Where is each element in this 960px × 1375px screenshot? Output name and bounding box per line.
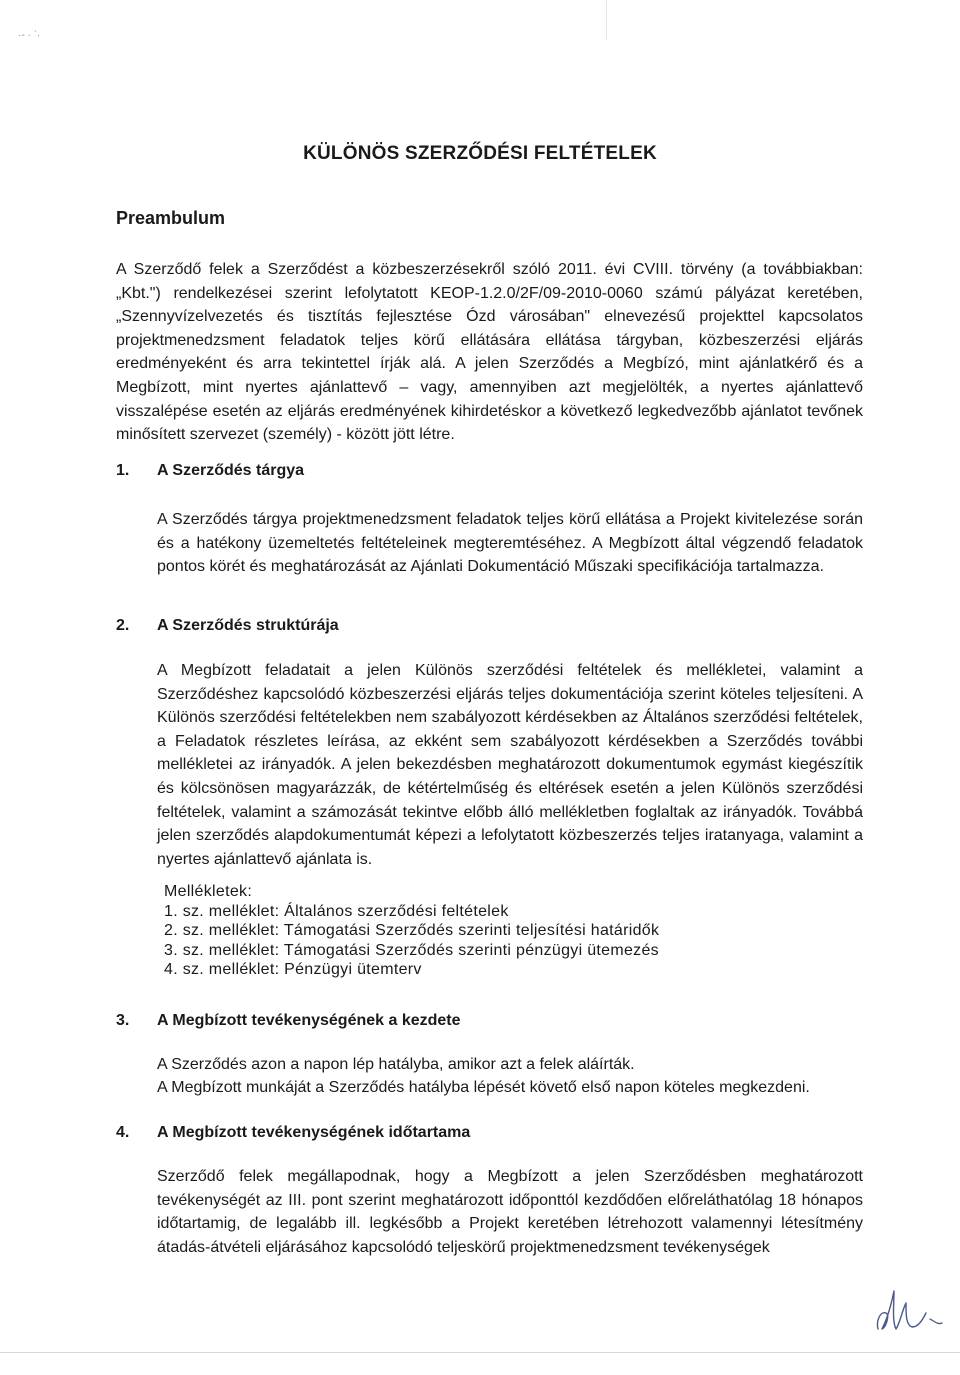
scan-crease-horizontal: [0, 1352, 960, 1353]
section-1-paragraph: A Szerződés tárgya projektmenedzsment feladatok teljes körű ellátása a Projekt kivitelezése során és a hatékony üzemeltetés feltételeinek megteremtéséhez. A Megbízott által végzendő feladatok pontos körét és meghatározását az Ajánlati Dokumentáció Műszaki specifikációja tartalmazza.: [157, 511, 863, 576]
section-title: A Megbízott tevékenységének a kezdete: [157, 1012, 461, 1029]
section-number: 2.: [116, 617, 130, 634]
annex-item: 4. sz. melléklet: Pénzügyi ütemterv: [164, 961, 422, 978]
section-title: A Megbízott tevékenységének időtartama: [157, 1124, 471, 1141]
section-3-paragraph: A Megbízott munkáját a Szerződés hatályba lépését követő első napon köteles megkezdeni.: [157, 1079, 810, 1096]
section-number: 1.: [116, 462, 130, 479]
section-4-paragraph: Szerződő felek megállapodnak, hogy a Megbízott a jelen Szerződésben meghatározott tevékenységét az III. pont szerint meghatározott időponttól kezdődően előreláthatólag 18 hónapos időtartamig, de legalább ill. legkésőbb a Projekt keretében létrehozott valamennyi létesítmény átadás-átvételi eljárásához kapcsolódó teljeskörű projektmenedzsment tevékenységek: [157, 1168, 863, 1256]
annex-item: 1. sz. melléklet: Általános szerződési feltételek: [164, 902, 509, 920]
document-title: KÜLÖNÖS SZERZŐDÉSI FELTÉTELEK: [303, 143, 657, 164]
preamble-heading: Preambulum: [116, 208, 226, 228]
annex-list: [164, 882, 659, 980]
annex-heading: Mellékletek:: [164, 883, 253, 900]
annex-item: 2. sz. melléklet: Támogatási Szerződés szerinti teljesítési határidők: [164, 922, 660, 939]
section-title: A Szerződés struktúrája: [157, 617, 339, 634]
section-number: 4.: [116, 1124, 130, 1141]
section-1-heading: [116, 462, 304, 480]
scan-artifact: ·‐ · ˈ·: [18, 30, 41, 41]
section-number: 3.: [116, 1012, 130, 1029]
annex-item: 3. sz. melléklet: Támogatási Szerződés szerinti pénzügyi ütemezés: [164, 941, 659, 959]
preamble-text: A Szerződő felek a Szerződést a közbeszerzésekről szóló 2011. évi CVIII. törvény (a továbbiakban: „Kbt.") rendelkezései szerint lefolytatott KEOP-1.2.0/2F/09-2010-0060 számú pályázat keretében, „Szennyvízelvezetés és tisztítás fejlesztése Ózd városában" elnevezésű projekttel kapcsolatos projektmenedzsment feladatok teljes körű ellátására ellátása tárgyban, közbeszerzési eljárás eredményeként és arra tekintettel írják alá. A jelen Szerződés a Megbízó, mint ajánlatkérő és a Megbízott, mint nyertes ajánlattevő – vagy, amennyiben azt megjelölték, a nyertes ajánlattevő visszalépése esetén az eljárás eredményének kihirdetéskor a következő legkedvezőbb ajánlatot tevőnek minősített szervezet (személy) - között jött létre.: [116, 261, 863, 444]
section-2-heading: [116, 617, 339, 635]
scan-crease-vertical: [606, 0, 607, 40]
section-3-paragraph: A Szerződés azon a napon lép hatályba, amikor azt a felek aláírták.: [157, 1056, 635, 1073]
section-3-heading: [116, 1012, 461, 1030]
section-title: A Szerződés tárgya: [157, 462, 305, 479]
section-2-paragraph: A Megbízott feladatait a jelen Különös szerződési feltételek és mellékletei, valamint a Szerződéshez kapcsolódó közbeszerzési eljárás teljes dokumentációja szerint köteles teljesíteni. A Különös szerződési feltételekben nem szabályozott kérdésekben az Általános szerződési feltételek, a Feladatok részletes leírása, az ekként sem szabályozott kérdésekben a Szerződés további mellékletei az irányadók. A jelen bekezdésben meghatározott dokumentumok egymást kiegészítik és kölcsönösen magyarázzák, de kétértelműség és eltérések esetén a jelen Különös szerződési feltételek, valamint a számozását tekintve előbb álló mellékletben foglaltak az irányadók. Továbbá jelen szerződés alapdokumentumát képezi a lefolytatott közbeszerzés teljes iratanyaga, valamint a nyertes ajánlattevő ajánlata is.: [157, 662, 863, 868]
handwritten-initials-icon: [872, 1283, 944, 1337]
section-4-heading: [116, 1124, 470, 1142]
